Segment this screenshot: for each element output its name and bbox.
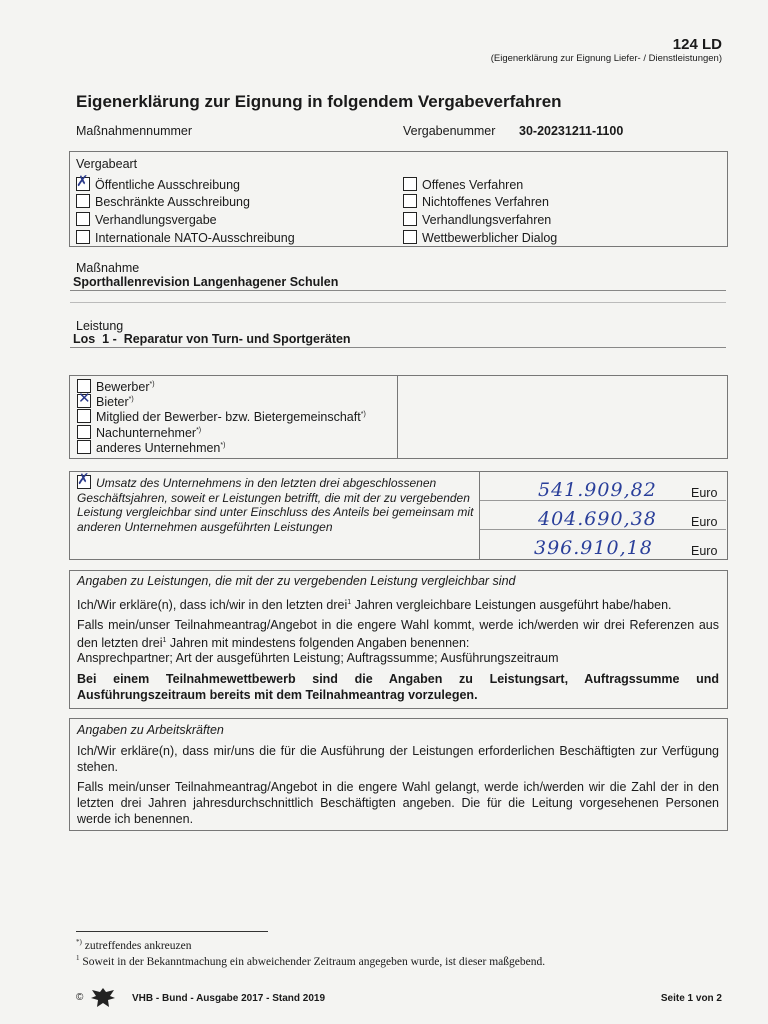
massnahme-value: Sporthallenrevision Langenhagener Schulen [73, 275, 339, 289]
form-code: 124 LD [672, 36, 722, 53]
text: Ich/Wir erkläre(n), dass ich/wir in den letzten drei [77, 598, 348, 613]
massnahme-label: Maßnahme [76, 261, 140, 275]
page-title: Eigenerklärung zur Eignung in folgendem Vergabeverfahren [76, 92, 562, 111]
option-label: Offenes Verfahren [422, 178, 524, 192]
umsatz-text [77, 470, 475, 534]
divider [70, 290, 726, 291]
option-label: Beschränkte Ausschreibung [95, 195, 250, 209]
checkbox[interactable] [76, 194, 90, 208]
footnote-mark: *) [196, 427, 202, 434]
leistungen-p1 [77, 595, 719, 613]
leistung-value: Los 1 - Reparatur von Turn- und Sportgeräten [73, 332, 351, 346]
footnote-mark: *) [149, 381, 155, 388]
footnote-2 [76, 954, 545, 968]
checkbox[interactable] [76, 230, 90, 244]
checkbox[interactable] [403, 194, 417, 208]
umsatz-checkbox[interactable] [77, 470, 91, 489]
footnote-mark: *) [76, 938, 82, 946]
umsatz-box-divider [479, 471, 480, 559]
form-subtitle: (Eigenerklärung zur Eignung Liefer- / Dienstleistungen) [490, 53, 722, 64]
footnote-separator [76, 931, 268, 932]
checkbox[interactable] [76, 172, 90, 191]
currency-label: Euro [691, 486, 718, 500]
option-label: Internationale NATO-Ausschreibung [95, 231, 295, 245]
option-label: Öffentliche Ausschreibung [95, 178, 241, 192]
check-mark-icon: ✗ [77, 470, 90, 488]
text: zutreffendes ankreuzen [81, 939, 192, 952]
footnote-mark: *) [128, 396, 134, 403]
vergabenummer-value: 30-20231211-1100 [519, 124, 624, 138]
footnote-mark: 1 [76, 954, 80, 962]
divider [70, 302, 726, 303]
eagle-logo-icon [88, 986, 118, 1010]
role-option[interactable] [77, 438, 225, 456]
arbeitskraefte-p1: Ich/Wir erkläre(n), dass mir/uns die für die Ausführung der Leistungen erforderlichen Beschäftigten zur Verfügung stehen. [77, 744, 719, 774]
footnote-1 [76, 938, 191, 952]
umsatz-value-2[interactable]: 404.690,38 [538, 508, 657, 530]
option-label: Mitglied der Bewerber- bzw. Bietergemeinschaft [96, 410, 361, 425]
option-label: Verhandlungsverfahren [422, 213, 552, 227]
text: Jahren vergleichbare Leistungen ausgeführt habe/haben. [351, 598, 672, 613]
vergabeart-option[interactable] [403, 194, 549, 210]
checkbox[interactable] [403, 212, 417, 226]
currency-label: Euro [691, 515, 718, 529]
vergabenummer-label: Vergabenummer [403, 124, 496, 138]
vergabeart-option[interactable] [403, 230, 557, 246]
role-box-divider [397, 375, 398, 458]
leistungen-p2 [77, 617, 719, 651]
option-label: Bewerber [96, 380, 150, 395]
text: Soweit in der Bekanntmachung ein abweichender Zeitraum angegeben wurde, ist dieser maßgebend. [79, 955, 546, 968]
footnote-mark: 1 [347, 599, 352, 606]
vergabeart-option[interactable] [403, 177, 523, 193]
vergabeart-option[interactable] [76, 212, 217, 228]
vergabeart-option[interactable] [403, 212, 551, 228]
option-label: Verhandlungsvergabe [95, 213, 217, 227]
leistungen-p4: Bei einem Teilnahmewettbewerb sind die Angaben zu Leistungsart, Auftragssumme und Ausführungszeitraum bereits mit dem Teilnahmeantrag vorzulegen. [77, 672, 719, 702]
footnote-mark: 1 [162, 637, 167, 644]
checkbox[interactable] [76, 212, 90, 226]
footer-edition: VHB - Bund - Ausgabe 2017 - Stand 2019 [132, 993, 326, 1004]
massnahmennummer-label: Maßnahmennummer [76, 124, 193, 138]
vergabeart-option[interactable] [76, 172, 241, 193]
text: Jahren mit mindestens folgenden Angaben benennen: [166, 636, 470, 651]
vergabeart-option[interactable] [76, 230, 295, 246]
footnote-mark: *) [360, 411, 366, 418]
option-label: Wettbewerblicher Dialog [422, 231, 558, 245]
option-label: Bieter [96, 395, 129, 410]
footer-page: Seite 1 von 2 [660, 993, 722, 1004]
vergabeart-label: Vergabeart [76, 157, 138, 171]
check-mark-icon: ✕ [78, 389, 91, 408]
checkbox[interactable] [77, 440, 91, 454]
umsatz-value-1[interactable]: 541.909,82 [538, 479, 657, 501]
leistungen-p3: Ansprechpartner; Art der ausgeführten Leistung; Auftragssumme; Ausführungszeitraum [77, 651, 559, 665]
vergabeart-option[interactable] [76, 194, 250, 210]
currency-label: Euro [691, 544, 718, 558]
leistungen-heading: Angaben zu Leistungen, die mit der zu vergebenden Leistung vergleichbar sind [77, 574, 516, 588]
checkbox[interactable] [77, 409, 91, 423]
leistung-label: Leistung [76, 319, 124, 333]
option-label: Nichtoffenes Verfahren [422, 195, 549, 209]
text: Falls mein/unser Teilnahmeantrag/Angebot in die engere Wahl kommt, werde ich/werden wir drei Referenzen aus den letzten drei [77, 618, 719, 651]
checkbox[interactable] [403, 230, 417, 244]
footnote-mark: *) [220, 442, 226, 449]
umsatz-value-3[interactable]: 396.910,18 [534, 537, 653, 559]
option-label: Nachunternehmer [96, 426, 197, 441]
option-label: anderes Unternehmen [96, 441, 221, 456]
arbeitskraefte-p2: Falls mein/unser Teilnahmeantrag/Angebot in die engere Wahl gelangt, werde ich/werden wir die Zahl der in den letzten drei Jahren jahresdurchschnittlich Beschäftigten angeben. Die für die Leitung vorgesehenen Personen werde ich benennen. [77, 780, 719, 826]
umsatz-description: Umsatz des Unternehmens in den letzten drei abgeschlossenen Geschäftsjahren, soweit er Leistungen betrifft, die mit der zu vergebenden Leistung vergleichbar sind unter Einschluss des Anteils bei gemeinsam mit anderen Unternehmen ausgeführten Leistungen [77, 476, 474, 534]
checkbox[interactable] [403, 177, 417, 191]
check-mark-icon: ✗ [76, 172, 89, 190]
arbeitskraefte-heading: Angaben zu Arbeitskräften [77, 723, 224, 737]
copyright-mark: © [76, 992, 84, 1003]
divider [70, 347, 726, 348]
